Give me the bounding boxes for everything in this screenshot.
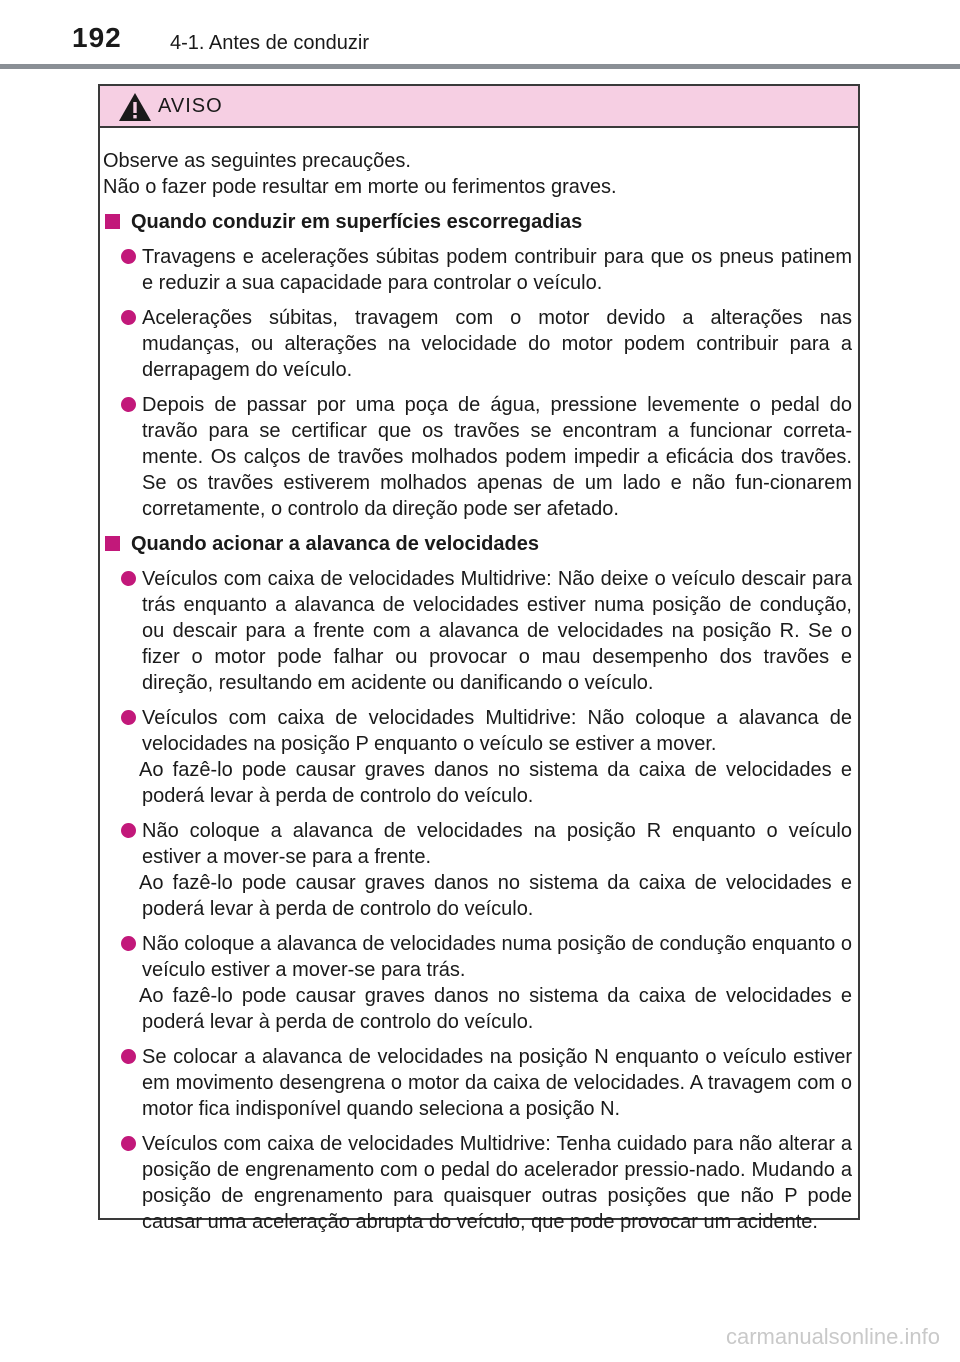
warning-header: [100, 86, 858, 128]
bullet-item: [103, 1044, 852, 1122]
warning-label: AVISO: [158, 95, 223, 117]
bullet-item: [103, 931, 852, 1035]
topic-heading: [103, 209, 852, 235]
bullet-text: Se colocar a alavanca de velocidades na posição N enquanto o veículo estiver em movimento desengrena o motor da caixa de velocidades. A travagem com o motor fica indisponível quando seleciona a posição N.: [142, 1046, 852, 1120]
section-title: 4-1. Antes de conduzir: [170, 32, 370, 54]
bullet-item: [103, 305, 852, 383]
warning-topic: [103, 531, 852, 1235]
warning-triangle-icon: [118, 92, 152, 122]
circle-bullet-icon: [121, 571, 136, 586]
intro-line: Não o fazer pode resultar em morte ou ferimentos graves.: [103, 176, 617, 198]
warning-topic: [103, 209, 852, 522]
bullet-note: Ao fazê-lo pode causar graves danos no sistema da caixa de velocidades e poderá levar à perda de controlo do veículo.: [139, 759, 852, 807]
bullet-item: [103, 566, 852, 696]
warning-box: [98, 84, 860, 1233]
topic-heading: [103, 531, 852, 557]
circle-bullet-icon: [121, 936, 136, 951]
circle-bullet-icon: [121, 310, 136, 325]
bullet-item: [103, 818, 852, 922]
circle-bullet-icon: [121, 397, 136, 412]
bullet-text: Veículos com caixa de velocidades Multidrive: Tenha cuidado para não alterar a posição de engrenamento com o pedal do acelerador pressio-nado. Mudando a posição de engrenamento para quaisquer outras posições que não P pode causar uma aceleração abrupta do veículo, que pode provocar um acidente.: [142, 1133, 852, 1233]
circle-bullet-icon: [121, 1136, 136, 1151]
warning-body: [100, 128, 858, 1235]
bullet-note: Ao fazê-lo pode causar graves danos no sistema da caixa de velocidades e poderá levar à perda de controlo do veículo.: [139, 872, 852, 920]
bullet-item: [103, 1131, 852, 1235]
bullet-item: [103, 244, 852, 296]
square-bullet-icon: [105, 536, 120, 551]
intro-line: Observe as seguintes precauções.: [103, 150, 411, 172]
circle-bullet-icon: [121, 1049, 136, 1064]
watermark: carmanualsonline.info: [725, 1324, 940, 1349]
bullet-text: Não coloque a alavanca de velocidades na posição R enquanto o veículo estiver a mover-se para a frente.: [142, 820, 852, 868]
bullet-item: [103, 705, 852, 809]
topic-heading-text: Quando acionar a alavanca de velocidades: [131, 533, 539, 555]
circle-bullet-icon: [121, 249, 136, 264]
circle-bullet-icon: [121, 823, 136, 838]
bullet-note: Ao fazê-lo pode causar graves danos no sistema da caixa de velocidades e poderá levar à perda de controlo do veículo.: [139, 985, 852, 1033]
warning-intro: [103, 148, 852, 200]
bullet-text: Acelerações súbitas, travagem com o motor devido a alterações nas mudanças, ou alterações na velocidade do motor podem contribuir para a derrapagem do veículo.: [142, 307, 852, 381]
bullet-text: Veículos com caixa de velocidades Multidrive: Não coloque a alavanca de velocidades na posição P enquanto o veículo se estiver a mover.: [142, 707, 852, 755]
bullet-text: Depois de passar por uma poça de água, pressione levemente o pedal do travão para se certificar que os travões se encontram a funcionar correta-mente. Os calços de travões molhados podem impedir a eficácia dos travões. Se os travões estiverem molhados apenas de um lado e não fun-cionarem corretamente, o controlo da direção pode ser afetado.: [142, 394, 852, 520]
circle-bullet-icon: [121, 710, 136, 725]
topic-heading-text: Quando conduzir em superfícies escorregadias: [131, 211, 583, 233]
square-bullet-icon: [105, 214, 120, 229]
bullet-item: [103, 392, 852, 522]
header-rule: [0, 64, 960, 69]
page-number: 192: [72, 22, 122, 53]
bullet-text: Travagens e acelerações súbitas podem contribuir para que os pneus patinem e reduzir a sua capacidade para controlar o veículo.: [142, 246, 852, 294]
bullet-text: Não coloque a alavanca de velocidades numa posição de condução enquanto o veículo estiver a mover-se para trás.: [142, 933, 852, 981]
bullet-text: Veículos com caixa de velocidades Multidrive: Não deixe o veículo descair para trás enquanto a alavanca de velocidades estiver numa posição de condução, ou descair para a frente com a alavanca de velocidades na posição R. Se o fizer o motor pode falhar ou provocar o mau desempenho dos travões e direção, resultando em acidente ou danificando o veículo.: [142, 568, 852, 694]
